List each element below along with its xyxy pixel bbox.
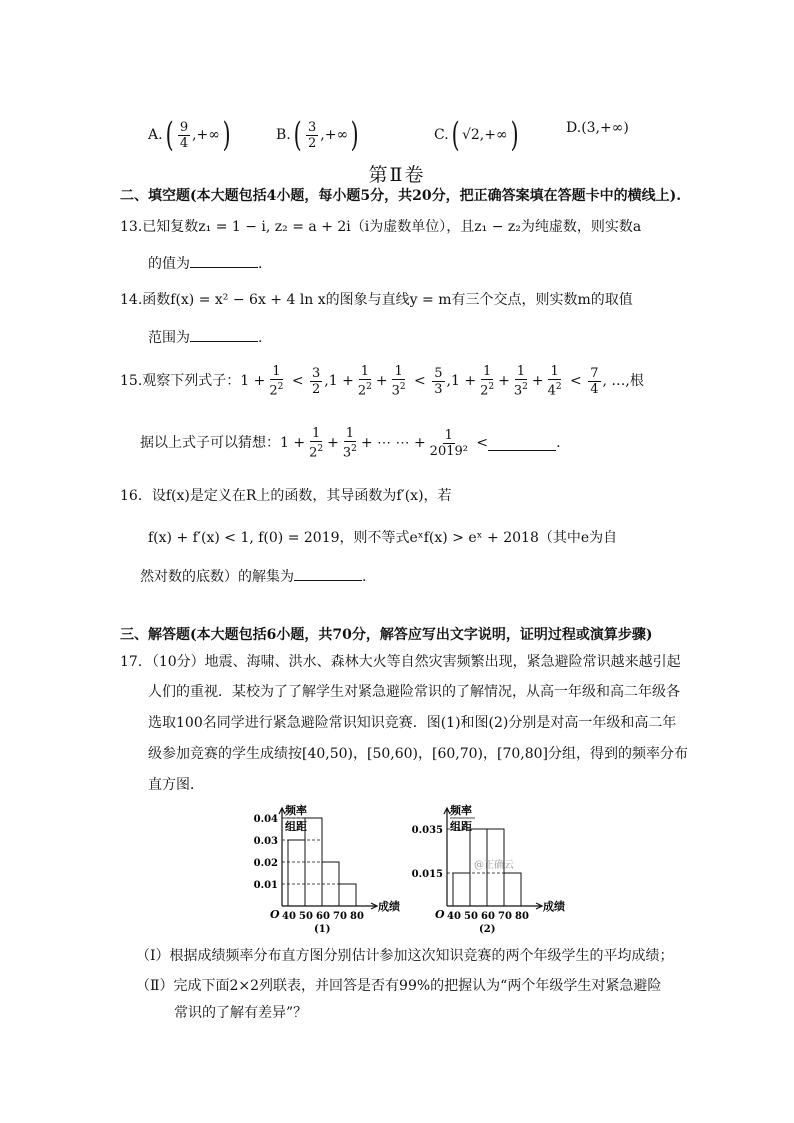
option-b-num: 3 bbox=[308, 119, 317, 135]
q15-blank bbox=[488, 436, 556, 451]
q15-prefix: 15.观察下列式子： bbox=[120, 373, 241, 390]
q15-line1: 15.观察下列式子： 1 + $\frac{1}{2^2}$ < $\frac{3}{2}$ ,1 + $\frac{1}{2^2}$ + $\frac{1}{3^2}$ < $\frac{5}{3}$ ,1 + $\frac{1}{2^2}$ + $\frac{1}{3^2}$ + $\frac{1}{4^2}$ < $\frac{7}{4}$ , …,根 bbox=[120, 364, 644, 399]
x-tick-label: 70 bbox=[498, 911, 512, 922]
q17-line4: 级参加竞赛的学生成绩按[40,50)，[50,60)，[60,70)，[70,80]分组，得到的频率分布 bbox=[148, 746, 689, 762]
q17-line3: 选取100名同学进行紧急避险常识知识竞赛．图(1)和图(2)分别是对高一年级和高二年 bbox=[148, 715, 677, 731]
y-axis-label-top: 频率 bbox=[450, 804, 472, 817]
option-a-tail: ,+∞ bbox=[192, 127, 220, 143]
q17-sub1: （Ⅰ）根据成绩频率分布直方图分别估计参加这次知识竞赛的两个年级学生的平均成绩； bbox=[136, 948, 674, 964]
x-tick-label: 50 bbox=[464, 911, 478, 922]
y-tick-label: 0.035 bbox=[411, 825, 443, 836]
q13-prefix: 的值为 bbox=[148, 256, 190, 272]
chart-caption: (1) bbox=[314, 924, 331, 935]
histogram-2 bbox=[412, 803, 565, 935]
q15-line2: 据以上式子可以猜想： 1 + $\frac{1}{2^2}$ + $\frac{1}{3^2}$ + ⋯ ⋯ + $\frac{1}{\text{2019²}}$ < . bbox=[140, 426, 561, 461]
y-tick-label: 0.015 bbox=[411, 869, 443, 880]
y-axis-label-bottom: 组距 bbox=[450, 820, 472, 833]
q17-sub2a: （Ⅱ）完成下面2×2列联表，并回答是否有99%的把握认为“两个年级学生对紧急避险 bbox=[136, 978, 662, 994]
x-tick-label: 60 bbox=[481, 911, 495, 922]
q17-sub2b: 常识的了解有差异”？ bbox=[174, 1005, 308, 1021]
watermark: @正确云 bbox=[474, 860, 514, 871]
option-b: B.( $\frac{3}{2}$ ,+∞) bbox=[276, 115, 359, 155]
y-tick-label: 0.01 bbox=[253, 880, 278, 891]
x-tick-label: 40 bbox=[447, 911, 461, 922]
y-axis-label-bottom: 组距 bbox=[285, 820, 307, 833]
histogram-bar bbox=[453, 873, 470, 906]
fill-heading: 二、填空题(本大题包括4小题，每小题5分，共20分，把正确答案填在答题卡中的横线上). bbox=[120, 188, 682, 204]
section-title: 第Ⅱ卷 bbox=[368, 164, 426, 186]
histograms bbox=[240, 800, 580, 935]
option-b-den: 2 bbox=[308, 135, 317, 151]
option-a-num: 9 bbox=[179, 119, 189, 135]
q16-line3: 然对数的底数）的解集为 . bbox=[140, 566, 366, 587]
x-tick-label: 60 bbox=[316, 911, 330, 922]
option-a-den: 4 bbox=[179, 135, 189, 151]
x-tick-label: 80 bbox=[515, 911, 529, 922]
option-d-label: D. bbox=[566, 120, 582, 136]
q17-line1: 17．（10分）地震、海啸、洪水、森林大火等自然灾害频繁出现，紧急避险常识越来越引起 bbox=[120, 654, 681, 670]
q13-line1: 13.已知复数z₁ = 1 − i, z₂ = a + 2i（i为虚数单位），且z₁ − z₂为纯虚数，则实数a bbox=[120, 219, 642, 235]
q15-line2-prefix: 据以上式子可以猜想： bbox=[140, 435, 280, 452]
x-axis-label: 成绩 bbox=[378, 900, 400, 913]
x-tick-label: 50 bbox=[299, 911, 313, 922]
q14-line1: 14.函数f(x) = x² − 6x + 4 ln x的图象与直线y = m有三个交点，则实数m的取值 bbox=[120, 292, 633, 308]
histogram-1 bbox=[254, 803, 400, 935]
x-tick-label: 70 bbox=[333, 911, 347, 922]
x-tick-label: 80 bbox=[350, 911, 364, 922]
q16-line1: 16．设f(x)是定义在R上的函数，其导函数为f′(x)，若 bbox=[120, 488, 452, 504]
option-c-label: C. bbox=[434, 127, 449, 143]
x-tick-label: 40 bbox=[282, 911, 296, 922]
origin-label: O bbox=[270, 908, 280, 921]
y-axis-label-top: 频率 bbox=[285, 804, 307, 817]
origin-label: O bbox=[435, 908, 445, 921]
q14-line2: 范围为 . bbox=[148, 327, 262, 348]
q16-prefix: 然对数的底数）的解集为 bbox=[140, 569, 294, 585]
option-c-body: √2,+∞ bbox=[461, 127, 508, 143]
option-c: C.( √2,+∞) bbox=[434, 115, 519, 155]
y-tick-label: 0.03 bbox=[253, 836, 278, 847]
option-a: A.( $\frac{9}{4}$ ,+∞) bbox=[148, 115, 231, 155]
solve-heading: 三、解答题(本大题包括6小题，共70分，解答应写出文字说明，证明过程或演算步骤) bbox=[120, 627, 653, 643]
chart-caption: (2) bbox=[479, 924, 496, 935]
q14-prefix: 范围为 bbox=[148, 330, 190, 346]
q17-line2: 人们的重视．某校为了了解学生对紧急避险常识的了解情况，从高一年级和高二年级各 bbox=[148, 684, 680, 700]
option-b-tail: ,+∞ bbox=[320, 127, 349, 143]
q14-blank bbox=[190, 327, 258, 342]
q17-line5: 直方图． bbox=[148, 777, 204, 793]
option-d bbox=[566, 118, 629, 138]
option-b-label: B. bbox=[276, 127, 291, 143]
option-d-body: (3,+∞) bbox=[581, 120, 629, 136]
histogram-bar bbox=[504, 873, 521, 906]
options-row bbox=[148, 108, 748, 155]
q16-line2: f(x) + f′(x) < 1, f(0) = 2019，则不等式eˣf(x) > eˣ + 2018（其中e为自 bbox=[148, 530, 618, 546]
option-a-label: A. bbox=[148, 127, 163, 143]
y-tick-label: 0.02 bbox=[253, 858, 278, 869]
q16-blank bbox=[294, 566, 362, 581]
x-axis-label: 成绩 bbox=[543, 900, 565, 913]
q15-last-den: 2019² bbox=[429, 443, 468, 459]
q13-blank bbox=[190, 253, 258, 268]
y-tick-label: 0.04 bbox=[253, 814, 278, 825]
histogram-bar bbox=[288, 840, 305, 906]
histogram-bar bbox=[339, 884, 356, 906]
q13-line2: 的值为 . bbox=[148, 253, 262, 274]
